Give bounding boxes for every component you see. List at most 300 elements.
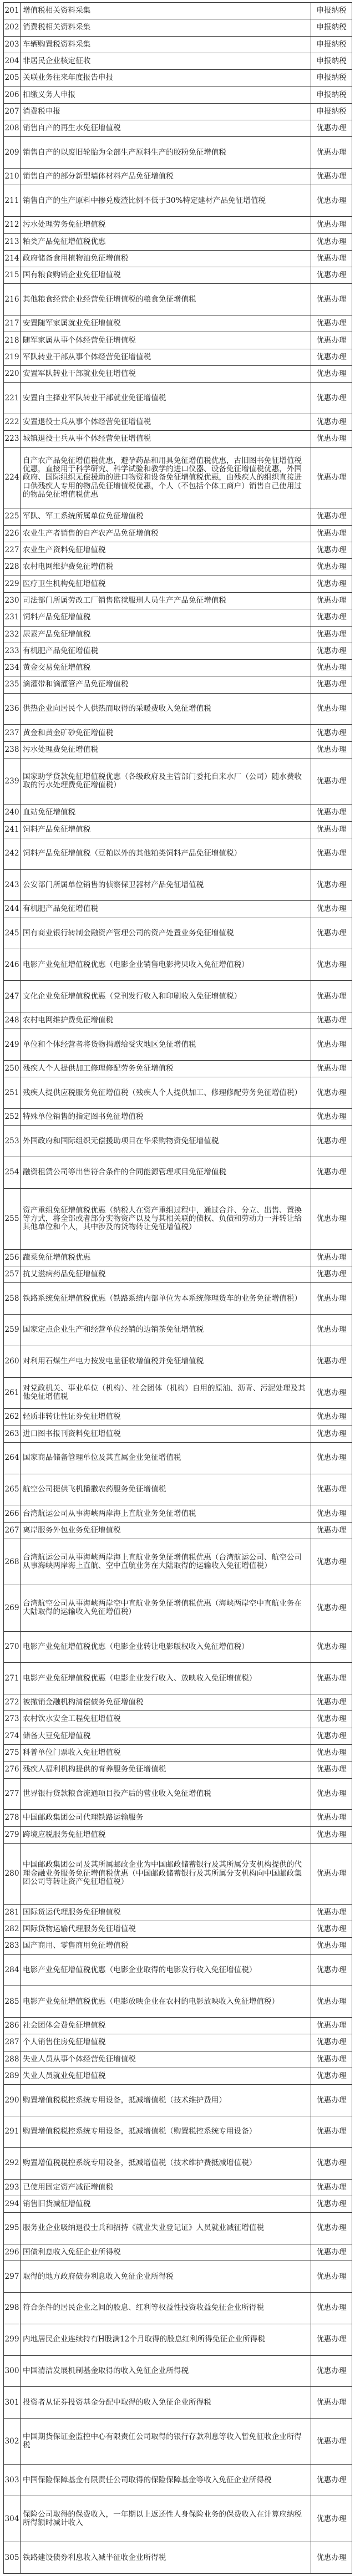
table-row	[4, 1778, 352, 1810]
row-number: 261	[4, 1377, 21, 1409]
row-number: 269	[4, 1585, 21, 1631]
table-row	[4, 19, 352, 36]
item-name: 国产商用、零售商用免征增值税	[21, 1938, 311, 1954]
row-number: 213	[4, 233, 21, 250]
row-number: 283	[4, 1938, 21, 1954]
item-category: 优惠办理	[311, 725, 352, 741]
item-category: 优惠办理	[311, 609, 352, 626]
item-name: 外国政府和国际组织无偿援助项目在华采购物资免征增值税	[21, 1126, 311, 1157]
row-number: 257	[4, 1266, 21, 1282]
table-row	[4, 1505, 352, 1522]
row-number: 214	[4, 250, 21, 267]
item-category: 优惠办理	[311, 1474, 352, 1505]
item-category: 优惠办理	[311, 2324, 352, 2355]
item-name: 消费税申报	[21, 103, 311, 120]
item-category: 优惠办理	[311, 2292, 352, 2324]
row-number: 235	[4, 676, 21, 693]
item-name: 个人销售住房免征增值税	[21, 2034, 311, 2051]
table-row	[4, 3, 352, 19]
item-name: 残疾人提供应税服务免征增值税（残疾人个人提供加工、修理修配劳务免征增值税）	[21, 1077, 311, 1109]
table-row	[4, 1012, 352, 1029]
table-row	[4, 1904, 352, 1921]
item-name: 航空公司提供飞机播撒农药服务免征增值税	[21, 1474, 311, 1505]
item-name: 中国邮政集团公司代理铁路运输服务	[21, 1810, 311, 1826]
item-category: 优惠办理	[311, 1249, 352, 1266]
table-row	[4, 2387, 352, 2419]
row-number: 240	[4, 805, 21, 821]
table-row	[4, 1921, 352, 1937]
row-number: 251	[4, 1077, 21, 1109]
item-name: 军队转业干部从事个体经营免征增值税	[21, 349, 311, 365]
row-number: 268	[4, 1539, 21, 1585]
table-row	[4, 1315, 352, 1346]
row-number: 225	[4, 508, 21, 525]
table-row	[4, 2542, 352, 2574]
table-row	[4, 918, 352, 949]
row-number: 209	[4, 137, 21, 169]
row-number: 234	[4, 660, 21, 676]
item-name: 失业人员从事个体经营免征增值税	[21, 2051, 311, 2068]
table-row	[4, 758, 352, 805]
table-row	[4, 821, 352, 838]
row-number: 239	[4, 758, 21, 805]
row-number: 272	[4, 1694, 21, 1711]
table-row	[4, 1539, 352, 1585]
table-row	[4, 2116, 352, 2148]
row-number: 275	[4, 1744, 21, 1761]
item-category: 优惠办理	[311, 1315, 352, 1346]
row-number: 232	[4, 626, 21, 643]
row-number: 220	[4, 366, 21, 383]
item-category: 优惠办理	[311, 1694, 352, 1711]
item-category: 优惠办理	[311, 349, 352, 365]
item-category: 优惠办理	[311, 1346, 352, 1377]
row-number: 208	[4, 120, 21, 137]
row-number: 295	[4, 2213, 21, 2244]
row-number: 301	[4, 2387, 21, 2419]
row-number: 297	[4, 2261, 21, 2293]
item-category: 优惠办理	[311, 185, 352, 217]
row-number: 205	[4, 70, 21, 86]
item-category: 优惠办理	[311, 1505, 352, 1522]
row-number: 265	[4, 1474, 21, 1505]
item-name: 储备大豆免征增值税	[21, 1728, 311, 1744]
row-number: 282	[4, 1921, 21, 1937]
row-number: 237	[4, 725, 21, 741]
item-name: 饲料产品免征增值税	[21, 609, 311, 626]
row-number: 258	[4, 1283, 21, 1315]
item-category: 优惠办理	[311, 250, 352, 267]
item-name: 电影产业免征增值税优惠（电影企业转让电影版权收入免征增值税）	[21, 1631, 311, 1663]
row-number: 231	[4, 609, 21, 626]
item-category: 优惠办理	[311, 1762, 352, 1778]
row-number: 267	[4, 1522, 21, 1539]
item-category: 优惠办理	[311, 120, 352, 137]
table-row	[4, 2196, 352, 2212]
table-row	[4, 53, 352, 69]
item-category: 优惠办理	[311, 1778, 352, 1810]
table-row	[4, 267, 352, 284]
table-row	[4, 185, 352, 217]
row-number: 227	[4, 542, 21, 559]
table-row	[4, 414, 352, 431]
item-category: 优惠办理	[311, 1157, 352, 1189]
item-name: 安置退役士兵从事个体经营免征增值税	[21, 414, 311, 431]
item-category: 优惠办理	[311, 660, 352, 676]
table-row	[4, 86, 352, 103]
table-row	[4, 1283, 352, 1315]
item-category: 优惠办理	[311, 1109, 352, 1126]
item-name: 城镇退役士兵从事个体经营免征增值税	[21, 431, 311, 447]
table-row	[4, 1157, 352, 1189]
item-category: 优惠办理	[311, 2018, 352, 2034]
item-name: 国债利息收入免征企业所得税	[21, 2244, 311, 2261]
row-number: 259	[4, 1315, 21, 1346]
table-row	[4, 1266, 352, 1282]
item-category: 优惠办理	[311, 1012, 352, 1029]
item-category: 优惠办理	[311, 838, 352, 869]
table-row	[4, 2419, 352, 2465]
item-category: 优惠办理	[311, 1522, 352, 1539]
item-category: 申报纳税	[311, 19, 352, 36]
item-category: 优惠办理	[311, 366, 352, 383]
table-row	[4, 1188, 352, 1249]
item-name: 黄金和黄金矿砂免征增值税	[21, 725, 311, 741]
item-category: 优惠办理	[311, 2419, 352, 2465]
item-category: 优惠办理	[311, 508, 352, 525]
table-row	[4, 576, 352, 592]
item-name: 科普单位门票收入免征增值税	[21, 1744, 311, 1761]
item-name: 农业生产者销售的自产农产品免征增值税	[21, 525, 311, 542]
item-category: 优惠办理	[311, 1921, 352, 1937]
item-name: 社会团体会费免征增值税	[21, 2018, 311, 2034]
table-row	[4, 1061, 352, 1077]
row-number: 203	[4, 36, 21, 53]
table-row	[4, 284, 352, 315]
table-row	[4, 1442, 352, 1474]
table-row	[4, 1843, 352, 1904]
item-name: 农村电网维护费免征增值税	[21, 1012, 311, 1029]
item-name: 融资租赁公司等出售符合条件的合同能源管理项目免征增值税	[21, 1157, 311, 1189]
item-name: 特殊单位销售的指定图书免征增值税	[21, 1109, 311, 1126]
row-number: 303	[4, 2465, 21, 2496]
item-name: 关联业务往来年度报告申报	[21, 70, 311, 86]
table-row	[4, 120, 352, 137]
item-category: 优惠办理	[311, 1938, 352, 1954]
table-row	[4, 2068, 352, 2084]
table-row	[4, 559, 352, 576]
item-name: 中国邮政集团公司及其所属邮政企业为中国邮政储蓄银行及其所属分支机构提供的代理金融业务服务免征增值税优惠（中国邮政储蓄银行及其所属分支机构向中国邮政集团公司等转让资产免征增值税）	[21, 1843, 311, 1904]
item-name: 尿素产品免征增值税	[21, 626, 311, 643]
row-number: 212	[4, 217, 21, 233]
item-name: 投资者从证券投资基金分配中取得的收入免征企业所得税	[21, 2387, 311, 2419]
table-row	[4, 609, 352, 626]
item-name: 销售自产的生产原料中掺兑废渣比例不低于30%特定建材产品免征增值税	[21, 185, 311, 217]
item-category: 优惠办理	[311, 1904, 352, 1921]
row-number: 263	[4, 1426, 21, 1442]
item-name: 残疾人福利机构提供的育养服务免征增值税	[21, 1762, 311, 1778]
item-category: 优惠办理	[311, 821, 352, 838]
item-category: 优惠办理	[311, 2465, 352, 2496]
table-row	[4, 542, 352, 559]
item-category: 优惠办理	[311, 1061, 352, 1077]
table-row	[4, 981, 352, 1012]
table-row	[4, 447, 352, 508]
table-row	[4, 1694, 352, 1711]
item-name: 扣缴义务人申报	[21, 86, 311, 103]
table-row	[4, 137, 352, 169]
item-category: 优惠办理	[311, 414, 352, 431]
item-category: 优惠办理	[311, 1126, 352, 1157]
row-number: 253	[4, 1126, 21, 1157]
row-number: 221	[4, 383, 21, 414]
table-row	[4, 1522, 352, 1539]
item-category: 优惠办理	[311, 1442, 352, 1474]
table-row	[4, 2018, 352, 2034]
item-category: 申报纳税	[311, 70, 352, 86]
row-number: 211	[4, 185, 21, 217]
row-number: 277	[4, 1778, 21, 1810]
item-name: 销售自产的以废旧轮胎为全部生产原料生产的胶粉免征增值税	[21, 137, 311, 169]
item-category: 优惠办理	[311, 1826, 352, 1843]
item-name: 有机肥产品免征增值税	[21, 643, 311, 659]
table-row	[4, 869, 352, 901]
item-name: 电影产业免征增值税优惠（电影企业发行收入、放映收入免征增值税）	[21, 1663, 311, 1694]
table-row	[4, 1249, 352, 1266]
table-row	[4, 103, 352, 120]
table-row	[4, 693, 352, 725]
item-category: 优惠办理	[311, 1728, 352, 1744]
table-row	[4, 2051, 352, 2068]
item-category: 申报纳税	[311, 86, 352, 103]
row-number: 246	[4, 949, 21, 981]
table-row	[4, 1663, 352, 1694]
item-category: 优惠办理	[311, 1188, 352, 1249]
item-name: 进口图书报刊资料免征增值税	[21, 1426, 311, 1442]
item-category: 优惠办理	[311, 137, 352, 169]
table-row	[4, 1938, 352, 1954]
row-number: 279	[4, 1826, 21, 1843]
table-row	[4, 2244, 352, 2261]
row-number: 244	[4, 901, 21, 918]
item-name: 污水处理劳务免征增值税	[21, 217, 311, 233]
item-name: 服务业企业吸纳退役士兵和招持《就业失业登记证》人员就业减征增值税	[21, 2213, 311, 2244]
item-category: 优惠办理	[311, 2147, 352, 2179]
item-name: 保险公司取得的保费收入，一年期以上返还性人身保险业务的保费收入在计算应纳税所得额时减计收入	[21, 2496, 311, 2542]
table-row	[4, 2179, 352, 2196]
row-number: 201	[4, 3, 21, 19]
item-name: 消费税相关资料采集	[21, 19, 311, 36]
row-number: 242	[4, 838, 21, 869]
item-category: 优惠办理	[311, 2542, 352, 2574]
item-name: 销售自产的再生水免征增值税	[21, 120, 311, 137]
row-number: 248	[4, 1012, 21, 1029]
item-category: 优惠办理	[311, 1266, 352, 1282]
table-row	[4, 315, 352, 332]
item-category: 优惠办理	[311, 626, 352, 643]
row-number: 294	[4, 2196, 21, 2212]
row-number: 270	[4, 1631, 21, 1663]
row-number: 238	[4, 741, 21, 758]
item-name: 单位和个体经营者将货物捐赠给受灾地区免征增值税	[21, 1029, 311, 1061]
table-row	[4, 36, 352, 53]
table-row	[4, 592, 352, 609]
row-number: 210	[4, 169, 21, 185]
item-category: 优惠办理	[311, 2051, 352, 2068]
item-category: 优惠办理	[311, 447, 352, 508]
table-row	[4, 805, 352, 821]
table-row	[4, 1474, 352, 1505]
item-category: 优惠办理	[311, 2261, 352, 2293]
item-category: 优惠办理	[311, 643, 352, 659]
table-row	[4, 70, 352, 86]
table-row	[4, 1986, 352, 2018]
item-name: 国际货物运输代理服务免征增值税	[21, 1921, 311, 1937]
item-name: 被撤销金融机构清偿债务免征增值税	[21, 1694, 311, 1711]
item-category: 优惠办理	[311, 217, 352, 233]
item-category: 优惠办理	[311, 233, 352, 250]
item-category: 优惠办理	[311, 1631, 352, 1663]
item-name: 电影产业免征增值税优惠（电影放映企业在农村的电影放映收入免征增值税）	[21, 1986, 311, 2018]
table-row	[4, 366, 352, 383]
table-row	[4, 2355, 352, 2387]
item-category: 优惠办理	[311, 2034, 352, 2051]
table-row	[4, 1029, 352, 1061]
table-row	[4, 643, 352, 659]
row-number: 287	[4, 2034, 21, 2051]
item-name: 国家商品储备管理单位及其直属企业免征增值税	[21, 1442, 311, 1474]
item-category: 优惠办理	[311, 1539, 352, 1585]
item-name: 非居民企业核定征收	[21, 53, 311, 69]
item-name: 销售旧货减征增值税	[21, 2196, 311, 2212]
item-category: 优惠办理	[311, 169, 352, 185]
item-name: 电影产业免征增值税优惠（电影企业取得的电影发行收入免征增值税）	[21, 1954, 311, 1986]
row-number: 300	[4, 2355, 21, 2387]
table-row	[4, 838, 352, 869]
row-number: 255	[4, 1188, 21, 1249]
item-category: 优惠办理	[311, 525, 352, 542]
item-name: 血站免征增值税	[21, 805, 311, 821]
item-name: 军队、军工系统所属单位免征增值税	[21, 508, 311, 525]
item-name: 台湾航空公司从事海峡两岸空中直航业务免征增值税优惠（海峡两岸空中直航业务在大陆取得的运输收入免征增值税）	[21, 1585, 311, 1631]
item-category: 优惠办理	[311, 1986, 352, 2018]
item-name: 对利用石煤生产电力按发电量征收增值税并免征增值税	[21, 1346, 311, 1377]
item-category: 优惠办理	[311, 869, 352, 901]
item-category: 优惠办理	[311, 431, 352, 447]
item-category: 优惠办理	[311, 2213, 352, 2244]
row-number: 260	[4, 1346, 21, 1377]
row-number: 224	[4, 447, 21, 508]
item-name: 销售自产的部分新型墙体材料产品免征增值税	[21, 169, 311, 185]
item-category: 优惠办理	[311, 2068, 352, 2084]
table-row	[4, 2465, 352, 2496]
row-number: 252	[4, 1109, 21, 1126]
table-row	[4, 1810, 352, 1826]
row-number: 254	[4, 1157, 21, 1189]
item-name: 对党政机关、事业单位（机构）、社会团体（机构）自用的原油、沥青、污泥处理及其他免征增值税	[21, 1377, 311, 1409]
row-number: 241	[4, 821, 21, 838]
table-row	[4, 525, 352, 542]
row-number: 292	[4, 2147, 21, 2179]
table-row	[4, 1109, 352, 1126]
row-number: 284	[4, 1954, 21, 1986]
item-category: 优惠办理	[311, 758, 352, 805]
table-row	[4, 2496, 352, 2542]
item-category: 优惠办理	[311, 1711, 352, 1728]
table-row	[4, 1426, 352, 1442]
item-name: 供热企业向居民个人供热而取得的采暖费收入免征增值税	[21, 693, 311, 725]
row-number: 236	[4, 693, 21, 725]
item-name: 中国清洁发展机制基金取得的收入免征企业所得税	[21, 2355, 311, 2387]
item-name: 滴灌带和滴灌管产品免征增值税	[21, 676, 311, 693]
item-category: 申报纳税	[311, 3, 352, 19]
item-name: 农村电网维护费免征增值税	[21, 559, 311, 576]
item-name: 取得的地方政府债券利息收入免征企业所得税	[21, 2261, 311, 2293]
item-category: 优惠办理	[311, 284, 352, 315]
item-category: 优惠办理	[311, 901, 352, 918]
item-name: 自产农产品免征增值税优惠，避孕药品和用具免征增值税优惠，古旧图书免征增值税优惠，直接用于科学研究、科学试验和教学的进口仪器、设备免征增值税优惠，外国政府、国际组织无偿援助的进口物资和设备免征增值税优惠，由残疾人的组织直接进口供残疾人专用的物品免征增值税优惠，个人（不包括个体工商户）销售自己使用过的物品免征增值税优惠	[21, 447, 311, 508]
item-name: 购置增值税税控系统专用设备，抵减增值税（技术维护费用）	[21, 2085, 311, 2116]
item-name: 失业人员就业免征增值税	[21, 2068, 311, 2084]
item-name: 粕类产品免征增值税优惠	[21, 233, 311, 250]
row-number: 222	[4, 414, 21, 431]
item-category: 优惠办理	[311, 2496, 352, 2542]
item-name: 内地居民企业连续持有H股满12个月取得的股息红利所得免征企业所得税	[21, 2324, 311, 2355]
table-row	[4, 2085, 352, 2116]
row-number: 298	[4, 2292, 21, 2324]
table-row	[4, 1631, 352, 1663]
item-category: 申报纳税	[311, 53, 352, 69]
table-row	[4, 233, 352, 250]
item-name: 国有粮食购销企业免征增值税	[21, 267, 311, 284]
item-category: 优惠办理	[311, 332, 352, 349]
row-number: 233	[4, 643, 21, 659]
item-name: 国家定点企业生产和经营单位经销的边销茶免征增值税	[21, 1315, 311, 1346]
item-name: 司法部门所属劳改工厂销售监狱服刑人员生产产品免征增值税	[21, 592, 311, 609]
item-name: 台湾航运公司从事海峡两岸海上直航业务免征增值税	[21, 1505, 311, 1522]
row-number: 293	[4, 2179, 21, 2196]
item-category: 优惠办理	[311, 1426, 352, 1442]
item-category: 优惠办理	[311, 1810, 352, 1826]
row-number: 202	[4, 19, 21, 36]
item-category: 优惠办理	[311, 2116, 352, 2148]
row-number: 264	[4, 1442, 21, 1474]
item-category: 优惠办理	[311, 1283, 352, 1315]
row-number: 276	[4, 1762, 21, 1778]
row-number: 290	[4, 2085, 21, 2116]
table-row	[4, 1126, 352, 1157]
table-row	[4, 660, 352, 676]
item-name: 抗艾滋病药品免征增值税	[21, 1266, 311, 1282]
item-category: 优惠办理	[311, 2196, 352, 2212]
row-number: 291	[4, 2116, 21, 2148]
row-number: 256	[4, 1249, 21, 1266]
row-number: 204	[4, 53, 21, 69]
row-number: 299	[4, 2324, 21, 2355]
table-row	[4, 2261, 352, 2293]
item-category: 优惠办理	[311, 2085, 352, 2116]
row-number: 304	[4, 2496, 21, 2542]
item-category: 优惠办理	[311, 383, 352, 414]
item-name: 蔬菜免征增值税优惠	[21, 1249, 311, 1266]
row-number: 302	[4, 2419, 21, 2465]
item-name: 公安部门所属单位销售的侦察保卫器材产品免征增值税	[21, 869, 311, 901]
item-name: 残疾人个人提供加工修理修配劳务免征增值税	[21, 1061, 311, 1077]
row-number: 305	[4, 2542, 21, 2574]
item-category: 优惠办理	[311, 1377, 352, 1409]
row-number: 230	[4, 592, 21, 609]
row-number: 288	[4, 2051, 21, 2068]
